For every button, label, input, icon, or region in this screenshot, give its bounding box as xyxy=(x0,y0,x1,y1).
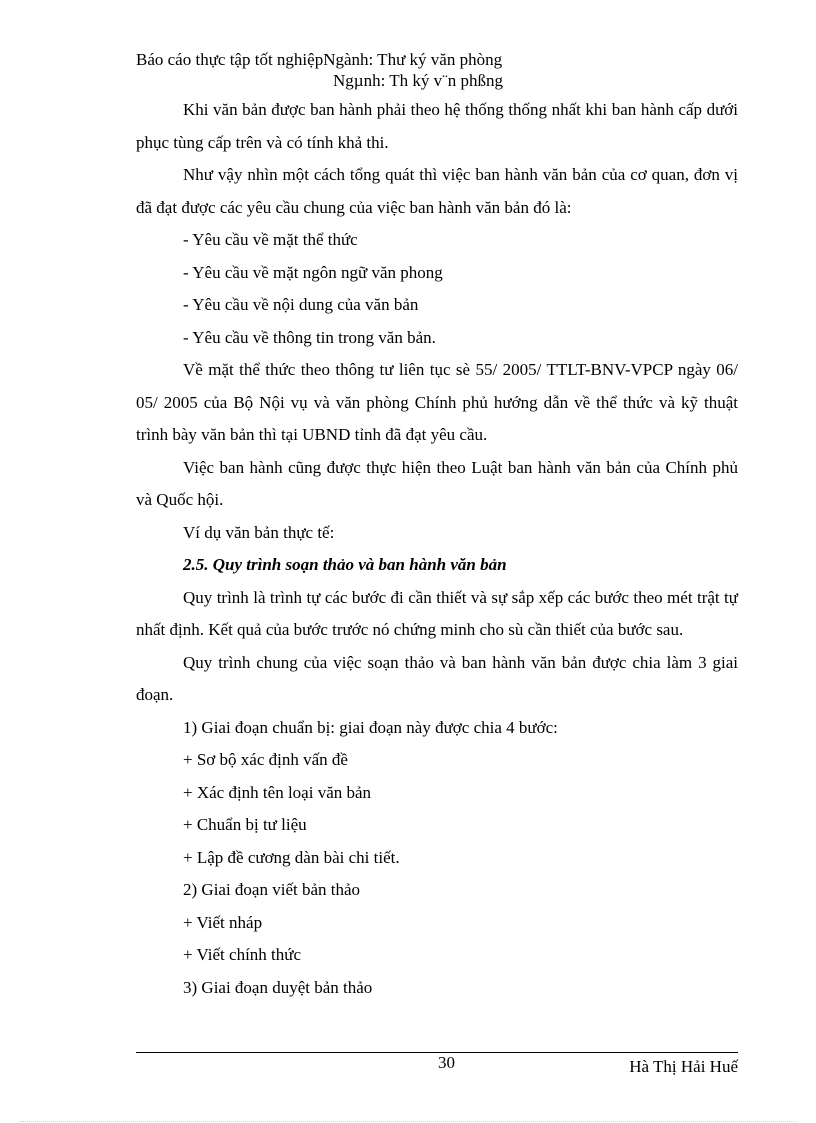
header-garbled-title: Ngµnh: Th ký v¨n phßng xyxy=(333,71,504,90)
paragraph: Quy trình chung của việc soạn thảo và ban hành văn bản được chia làm 3 giai đoạn. xyxy=(136,652,738,704)
paragraph: Ví dụ văn bản thực tế: xyxy=(183,522,335,542)
list-item: - Yêu cầu về mặt ngôn ngữ văn phong xyxy=(183,262,443,282)
list-item: - Yêu cầu về thông tin trong văn bản. xyxy=(183,327,436,347)
section-heading: 2.5. Quy trình soạn thảo và ban hành văn bản xyxy=(183,555,507,574)
list-item: - Yêu cầu về nội dung của văn bản xyxy=(183,295,419,314)
paragraph: Việc ban hành cũng được thực hiện theo Luật ban hành văn bản của Chính phủ và Quốc hội. xyxy=(136,457,738,509)
paragraph: Quy trình là trình tự các bước đi cần thiết và sự sắp xếp các bước theo mét trật tự nhất định. Kết quả của bước trước nó chứng minh cho sù cần thiết của bước sau. xyxy=(136,587,738,639)
paragraph: Như vậy nhìn một cách tổng quát thì việc ban hành văn bản của cơ quan, đơn vị đã đạt được các yêu cầu chung của việc ban hành văn bản đó là: xyxy=(136,165,738,217)
list-item: + Viết chính thức xyxy=(183,945,302,964)
list-item: - Yêu cầu về mặt thể thức xyxy=(183,230,358,249)
paragraph: Khi văn bản được ban hành phải theo hệ thống thống nhất khi ban hành cấp dưới phục tùng cấp trên và có tính khả thi. xyxy=(136,100,738,152)
header-title: Báo cáo thực tập tốt nghiệpNgành: Thư ký văn phòng xyxy=(136,50,503,69)
list-item: + Chuẩn bị tư liệu xyxy=(183,815,307,834)
list-item: + Sơ bộ xác định vấn đề xyxy=(183,750,348,769)
page-number: 30 xyxy=(438,1053,455,1072)
paragraph: Về mặt thể thức theo thông tư liên tục sè 55/ 2005/ TTLT-BNV-VPCP ngày 06/ 05/ 2005 của Bộ Nội vụ và văn phòng Chính phủ hướng dẫn về thể thức và kỹ thuật trình bày văn bản thì tại UBND tỉnh đã đạt yêu cầu. xyxy=(136,360,738,444)
list-item: 2) Giai đoạn viết bản thảo xyxy=(183,880,361,899)
list-item: + Lập đề cương dàn bài chi tiết. xyxy=(183,847,400,867)
list-item: + Viết nháp xyxy=(183,912,263,932)
list-item: 3) Giai đoạn duyệt bản thảo xyxy=(183,977,373,997)
footer-divider xyxy=(136,1052,738,1053)
page-edge-dotted-line xyxy=(20,1121,796,1122)
footer-author: Hà Thị Hải Huế xyxy=(629,1057,738,1076)
list-item: + Xác định tên loại văn bản xyxy=(183,782,372,802)
list-item: 1) Giai đoạn chuẩn bị: giai đoạn này được chia 4 bước: xyxy=(183,717,558,737)
document-body xyxy=(136,94,738,1004)
